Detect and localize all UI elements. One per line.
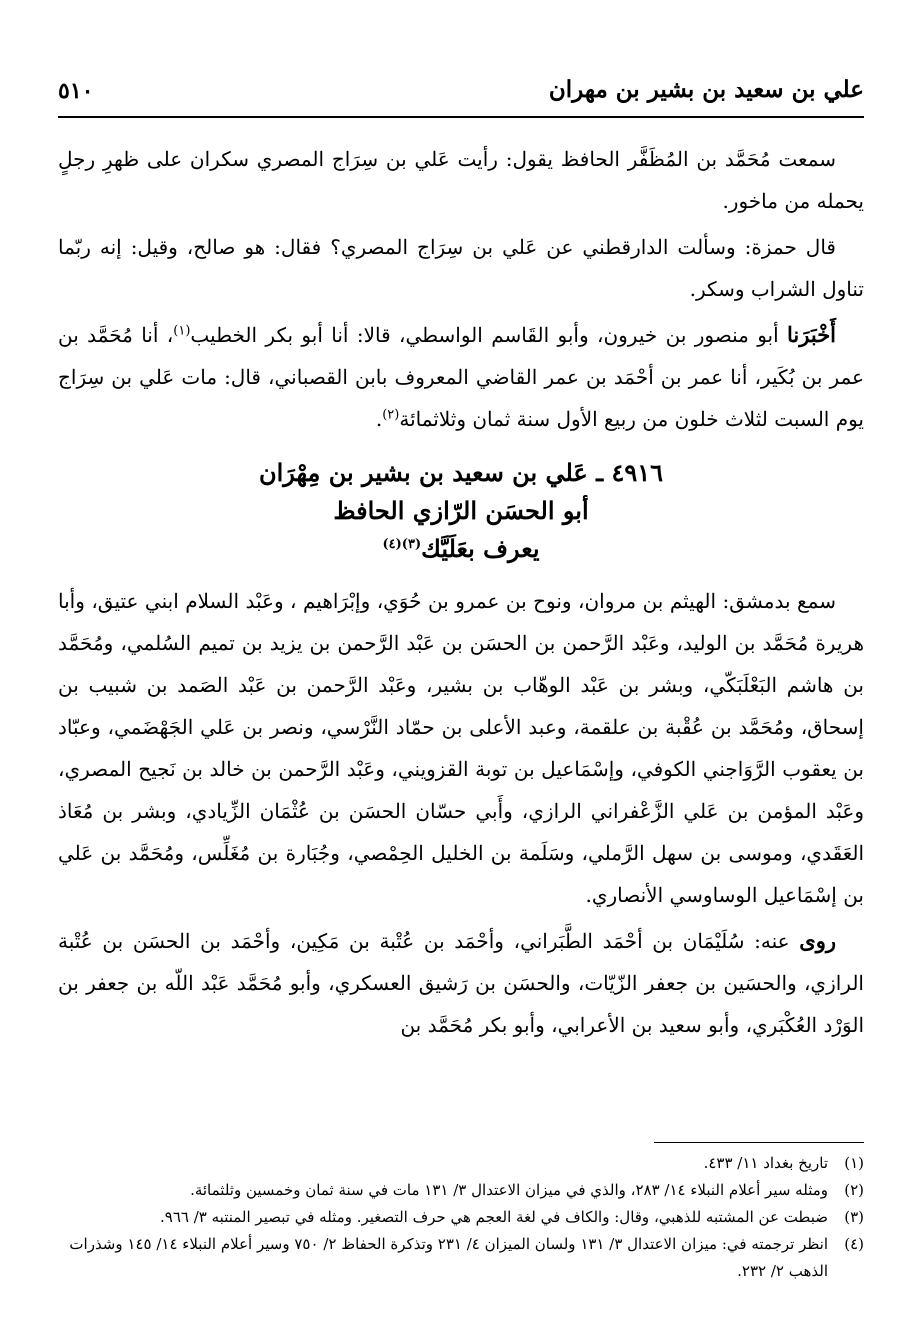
footnotes (58, 1150, 864, 1285)
footnote-text: تاريخ بغداد ١١/ ٤٣٣. (703, 1154, 828, 1172)
rawa-keyword: روى (799, 928, 836, 953)
footnote-ref-1: (١) (173, 323, 191, 339)
main-text (58, 138, 864, 1050)
footnote-3 (58, 1204, 864, 1231)
paragraph-narrated-by-text: عنه: سُلَيْمَان بن أحْمَد الطَّبَراني، وأحْمَد بن عُتْبة بن مَكِين، وأحْمَد بن الحسَن بن عُتْبة الرازي، والحسَين بن جعفر الزّيّات، والحسَن بن رَشيق العسكري، وأبو مُحَمَّد عَبْد اللّه بن جعفر بن الوَرْد العُكْبَري، وأبو سعيد بن الأعرابي، وأبو بكر مُحَمَّد بن (58, 929, 864, 1037)
page-number: ٥١٠ (58, 78, 94, 104)
footnote-separator (654, 1142, 864, 1143)
entry-heading-name: ٤٩١٦ ـ عَلي بن سعيد بن بشير بن مِهْرَان (258, 458, 664, 487)
paragraph-3-part-a: أبو منصور بن خيرون، وأبو القَاسم الواسطي، قالا: أنا أبو بكر الخطيب (190, 323, 779, 347)
footnote-number: (٢) (844, 1181, 864, 1199)
footnote-number: (٣) (844, 1208, 864, 1226)
entry-heading-laqab-text: يعرف بعَلَيَّك (421, 534, 540, 563)
paragraph-2: قال حمزة: وسألت الدارقطني عن عَلي بن سِرَاج المصري؟ فقال: هو صالح، وقيل: إنه ربّما تناول الشراب وسكر. (58, 235, 864, 301)
paragraph-heard-from: سمع بدمشق: الهيثم بن مروان، ونوح بن عمرو بن حُوَي، وإبْرَاهيم ، وعَبْد السلام ابني عتيق، وأبا هريرة مُحَمَّد بن الوليد، وعَبْد الرَّحمن بن الحسَن بن عَبْد الرَّحمن بن يزيد بن تميم السُلمي، ومُحَمَّد بن هاشم البَعْلَبَكّي، وبشر بن عَبْد الوهّاب بن بشير، وعَبْد الرَّحمن بن عَبْد الصَمد بن شبيب بن إسحاق، ومُحَمَّد بن عُقْبة بن علقمة، وعبد الأعلى بن حمّاد النَّرْسي، ونصر بن عَلي الجَهْضَمي، وعبّاد بن يعقوب الرَّوَاجني الكوفي، وإسْمَاعيل بن توبة القزويني، وعَبْد الرَّحمن بن خالد بن نَجيح المصري، وعَبْد المؤمن بن عَلي الزَّعْفراني الرازي، وأَبي حسّان الحسَن بن عُثْمَان الزِّيادي، وبشر بن مُعَاذ العَقَدي، وموسى بن سهل الرَّملي، وسَلَمة بن الخليل الحِمْصي، وجُبَارة بن مُغَلِّس، ومُحَمَّد بن عَلي بن إسْمَاعيل الوساوسي الأنصاري. (58, 589, 865, 907)
footnote-text: انظر ترجمته في: ميزان الاعتدال ٣/ ١٣١ ولسان الميزان ٤/ ٢٣١ وتذكرة الحفاظ ٢/ ٧٥٠ وسير أعلام النبلاء ١٤/ ١٤٥ وشذرات الذهب ٢/ ٢٣٢. (69, 1235, 828, 1280)
entry-heading-laqab (58, 530, 864, 568)
footnote-ref-3-4: (٣)(٤) (382, 537, 422, 552)
entry-heading (58, 454, 864, 568)
page-header (58, 72, 864, 116)
running-title: علي بن سعيد بن بشير بن مهران (548, 76, 864, 103)
footnote-2 (58, 1177, 864, 1204)
footnote-text: ومثله سير أعلام النبلاء ١٤/ ٢٨٣، والذي في ميزان الاعتدال ٣/ ١٣١ مات في سنة ثمان وخمسين وثلثمائة. (190, 1181, 828, 1199)
paragraph-1: سمعت مُحَمَّد بن المُظَفَّر الحافظ يقول: رأيت عَلي بن سِرَاج المصري سكران على ظهرِ رجلٍ يحمله من ماخور. (58, 147, 864, 213)
paragraph-3-end: . (375, 407, 383, 431)
footnote-number: (٤) (844, 1235, 864, 1253)
paragraph-3 (58, 314, 864, 440)
akhbarana-keyword: أَخْبَرَنا (787, 322, 837, 347)
footnote-number: (١) (844, 1154, 864, 1172)
footnote-1 (58, 1150, 864, 1177)
paragraph-3-part-b: ، أنا مُحَمَّد بن عمر بن بُكَير، أنا عمر بن أحْمَد بن عمر القاضي المعروف بابن القصباني، قال: مات عَلي بن سِرَاج يوم السبت لثلاث خلون من ربيع الأول سنة ثمان وثلاثمائة (58, 323, 864, 431)
footnote-ref-2: (٢) (382, 407, 400, 423)
header-rule (58, 116, 864, 118)
entry-heading-kunya: أبو الحسَن الرّازي الحافظ (333, 496, 589, 525)
footnote-4 (58, 1231, 864, 1285)
paragraph-narrated-by (58, 920, 864, 1046)
footnote-text: ضبطت عن المشتبه للذهبي، وقال: والكاف في لغة العجم هي حرف التصغير. ومثله في تبصير المنتبه ٣/ ٩٦٦. (160, 1208, 828, 1226)
book-page (58, 72, 865, 1280)
